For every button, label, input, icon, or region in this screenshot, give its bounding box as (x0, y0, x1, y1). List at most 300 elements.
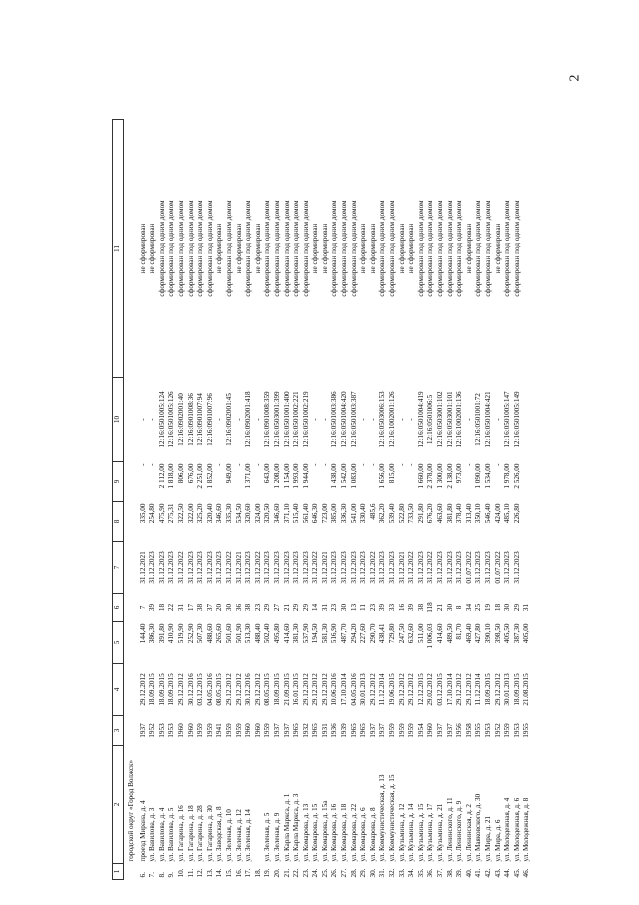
table-cell: 21.09.2015 (282, 673, 291, 706)
table-cell: 31.12.2023 (378, 551, 387, 584)
table-cell: сформирован под одним домом (455, 200, 464, 297)
table-cell: 12:16:0901008:36 (186, 393, 195, 446)
table-cell: 18.09.2015 (148, 673, 157, 706)
table-cell: 12:16:0501001:72 (474, 393, 483, 446)
table-cell: не сформирован (359, 223, 368, 274)
table-cell: сформирован под одним домом (512, 200, 521, 297)
table-cell: 31.12.2023 (263, 551, 272, 584)
table-cell: 30. (368, 868, 377, 878)
table-cell: 17.10.2014 (340, 673, 349, 706)
table-row (369, 120, 379, 880)
table-cell: 2 138,00 (445, 463, 454, 489)
table-row (407, 120, 417, 880)
table-cell: ул. Молодежная, д. 8 (522, 797, 531, 862)
table-cell: 495,80 (272, 623, 281, 644)
table-cell: сформирован под одним домом (445, 200, 454, 297)
table-row (292, 120, 302, 880)
table-row (426, 120, 436, 880)
table-cell: 23. (301, 868, 310, 878)
table-cell: 1960 (176, 723, 185, 738)
table-cell: 31.12.2023 (388, 551, 397, 584)
table-cell: 539,40 (388, 503, 397, 524)
table-cell: 1937 (445, 723, 454, 738)
table-cell: 30 (503, 603, 512, 612)
table-cell: 516,90 (330, 623, 339, 644)
table-cell: 01.07.2022 (464, 551, 473, 584)
table-cell: ул. Кузьмина, д. 15 (416, 803, 425, 862)
table-cell: - (311, 463, 320, 466)
table-cell: - (493, 463, 502, 466)
table-cell: 676,20 (426, 503, 435, 524)
table-cell: - (320, 418, 329, 421)
table-cell: 1959 (205, 723, 214, 738)
table-cell: 12:16:0902001:418 (244, 391, 253, 448)
table-cell: 387,30 (512, 623, 521, 644)
table-cell: 40. (464, 868, 473, 878)
table-cell: 25 (474, 603, 483, 612)
table-cell: 18 (157, 603, 166, 612)
table-cell: 10.06.2016 (330, 673, 339, 706)
table-cell: не сформирован (397, 223, 406, 274)
table-cell: ул. Гагарина, д. 16 (176, 805, 185, 862)
table-cell: - (311, 418, 320, 421)
table-cell: 949,00 (224, 463, 233, 484)
table-cell: 291,80 (416, 503, 425, 524)
column-header-8: 8 (113, 502, 124, 542)
table-cell: 1932 (301, 723, 310, 738)
table-cell: 21. (282, 868, 291, 878)
table-cell: 252,90 (186, 623, 195, 644)
table-cell: ул. Кузьмина, д. 17 (426, 803, 435, 862)
table-row (465, 120, 475, 880)
table-row (283, 120, 293, 880)
table-cell: ул. Заводская, д. 8 (215, 806, 224, 862)
table-cell: 12:16:0501004:419 (416, 391, 425, 448)
column-header-5: 5 (113, 622, 124, 664)
table-cell: 12:16:0501005:124 (157, 391, 166, 448)
table-cell: 320,60 (244, 503, 253, 524)
table-cell: 38. (445, 868, 454, 878)
table-cell: 1936 (330, 723, 339, 738)
table-cell: 29. (359, 868, 368, 878)
table-cell: 16 (397, 603, 406, 612)
table-cell: 12:16:0503006:153 (378, 391, 387, 448)
table-cell: 31.12.2023 (512, 551, 521, 584)
table-cell: 31.12.2023 (148, 551, 157, 584)
table-cell: 1 300,00 (436, 463, 444, 489)
table-cell: 31.12.2022 (224, 551, 233, 584)
table-cell: - (464, 418, 473, 421)
table-cell: 12:16:0501006:5 (426, 394, 435, 445)
table-cell: сформирован под одним домом (340, 200, 349, 297)
table-cell: 13. (205, 868, 214, 878)
header-row (113, 120, 124, 880)
table-cell: 31.12.2023 (167, 551, 176, 584)
table-cell: 8. (157, 872, 166, 878)
table-cell: 254,80 (148, 503, 157, 524)
table-cell: 815,00 (388, 463, 397, 484)
table-cell: 30.01.2013 (359, 673, 368, 706)
table-cell: 1959 (196, 723, 205, 738)
table-cell: 346,60 (215, 503, 224, 524)
table-cell: 39 (407, 603, 416, 612)
table-cell: ул. Комарова, д. 6 (359, 807, 368, 862)
table-cell: 275,31 (167, 503, 176, 524)
table-cell: 31.12.2023 (330, 551, 339, 584)
table-cell: 1931 (320, 723, 329, 738)
table-cell: ул. Комарова, д. 22 (349, 803, 358, 862)
table-cell: 03.12.2015 (436, 673, 444, 706)
table-cell: 29 (301, 603, 310, 612)
table-cell: 36. (426, 868, 435, 878)
table-cell: 515,40 (292, 503, 301, 524)
table-cell: 1941 (215, 723, 224, 738)
table-cell: ул. Зеленая, д. 14 (244, 809, 253, 862)
table-cell: 14 (311, 603, 320, 612)
table-row (513, 120, 523, 880)
table-row (254, 120, 264, 880)
table-cell: не сформирован (215, 223, 224, 274)
table-cell: 1953 (167, 723, 176, 738)
table-cell: 346,60 (272, 503, 281, 524)
table-cell: сформирован под одним домом (436, 200, 444, 297)
table-cell: 39. (455, 868, 464, 878)
column-header-9: 9 (113, 462, 124, 502)
table-cell: 12:16:1002001:126 (388, 391, 397, 448)
table-cell: 41. (474, 868, 483, 878)
table-cell: сформирован под одним домом (301, 200, 310, 297)
table-cell: 1 090,00 (474, 463, 483, 489)
table-cell: 31.12.2022 (426, 551, 435, 584)
table-cell: 501,90 (234, 623, 243, 644)
table-cell: 43. (493, 868, 502, 878)
table-cell: ул. Мира, д. 6 (493, 819, 502, 862)
table-cell: 1965 (311, 723, 320, 738)
table-cell: 31.12.2023 (157, 551, 166, 584)
table-cell: сформирован под одним домом (263, 200, 272, 297)
table-cell: 561,40 (301, 503, 310, 524)
table-cell: 1952 (493, 723, 502, 738)
table-cell: 30.12.2016 (186, 673, 195, 706)
table-cell: 37 (205, 603, 214, 612)
table-cell: не сформирован (311, 223, 320, 274)
table-cell: 30.12.2016 (244, 673, 253, 706)
table-cell: 414,60 (436, 623, 444, 644)
table-cell: сформирован под одним домом (474, 200, 483, 297)
table-cell: 8 (455, 605, 464, 610)
table-cell: 1937 (436, 723, 444, 738)
table-cell: 22. (292, 868, 301, 878)
table-cell: 31.12.2023 (359, 551, 368, 584)
table-cell: 18. (253, 868, 262, 878)
table-cell: 33 (388, 603, 397, 612)
table-cell: - (215, 463, 224, 466)
page-number: 2 (567, 74, 583, 82)
table-cell: 21 (436, 603, 444, 612)
table-cell: 534,50 (234, 503, 243, 524)
table-cell: 729,80 (388, 623, 397, 644)
table-cell: 29.12.2012 (320, 673, 329, 706)
table-cell: 1965 (359, 723, 368, 738)
table-cell: 03.12.2015 (196, 673, 205, 706)
table-cell: 405,50 (503, 623, 512, 644)
table-cell: ул. Мира, д. 21 (483, 815, 492, 862)
table-row (139, 120, 149, 880)
table-cell: 2 526,00 (512, 463, 521, 489)
table-cell: 12. (196, 868, 205, 878)
table-cell: 31.12.2023 (196, 551, 205, 584)
table-cell: 7 (138, 605, 147, 610)
table-cell: 487,70 (340, 623, 349, 644)
table-cell: 1965 (292, 723, 301, 738)
table-cell: сформирован под одним домом (167, 200, 176, 297)
table-cell: 16.01.2015 (292, 673, 301, 706)
table-cell: ул. Ленинская, д. 2 (464, 803, 473, 862)
table-cell: 29.12.2012 (464, 673, 473, 706)
table-cell: 733,50 (407, 503, 416, 524)
table-cell: ул. Кузьмина, д. 21 (436, 803, 444, 862)
table-cell: - (234, 463, 243, 466)
table-cell: 34. (407, 868, 416, 878)
table-cell: 485,10 (503, 503, 512, 524)
table-cell: 381,30 (292, 623, 301, 644)
table-row (215, 120, 225, 880)
table-cell: 502,40 (263, 623, 272, 644)
table-cell: - (138, 463, 147, 466)
table-cell: 1937 (378, 723, 387, 738)
table-cell: 1 083,00 (349, 463, 358, 489)
table-cell: ул. Зеленая, д. 5 (263, 812, 272, 862)
table-cell: 08.05.2015 (263, 673, 272, 706)
table-cell: 39 (378, 603, 387, 612)
table-cell: не сформирован (368, 223, 377, 274)
table-cell: 31.12.2021 (397, 551, 406, 584)
table-cell: 322,00 (186, 503, 195, 524)
table-cell: 29.12.2012 (234, 673, 243, 706)
table-cell: 489,50 (445, 623, 454, 644)
table-cell: сформирован под одним домом (378, 200, 387, 297)
table-cell: 513,30 (244, 623, 253, 644)
table-cell (254, 746, 264, 864)
table-cell: 1 154,00 (282, 463, 291, 489)
table-body (124, 120, 532, 880)
table-cell: - (148, 418, 157, 421)
table-cell: 320,50 (263, 503, 272, 524)
housing-register-sheet (112, 120, 582, 880)
table-cell: 29.12.2012 (493, 673, 502, 706)
table-cell: 12:16:0901007:94 (196, 393, 205, 446)
table-cell: 1959 (503, 723, 512, 738)
table-cell: 723,00 (320, 503, 329, 524)
table-row (455, 120, 465, 880)
table-row (263, 120, 273, 880)
table-cell: 313,40 (464, 503, 473, 524)
table-cell: ул. Коммунистическая, д. 13 (378, 774, 387, 862)
table-cell: ул. Ленинского, д. 9 (455, 800, 464, 862)
table-cell: 31.12.2023 (474, 551, 483, 584)
table-cell: - (397, 418, 406, 421)
table-cell: не сформирован (234, 223, 243, 274)
table-cell: сформирован под одним домом (292, 200, 301, 297)
table-cell: 144,40 (138, 623, 147, 644)
table-cell: 31.12.2023 (215, 551, 224, 584)
table-cell: 2 378,00 (426, 463, 435, 489)
table-cell: 581,30 (320, 623, 329, 644)
table-cell: 22 (167, 603, 176, 612)
table-cell: 1959 (224, 723, 233, 738)
table-row (330, 120, 340, 880)
table-cell: 19. (263, 868, 272, 878)
table-row (503, 120, 513, 880)
table-cell: сформирован под одним домом (282, 200, 291, 297)
table-cell: 676,00 (186, 463, 195, 484)
table-row (311, 120, 321, 880)
table-cell: 12:16:0902001:45 (224, 393, 233, 446)
table-cell: 469,40 (464, 623, 473, 644)
table-cell: - (148, 463, 157, 466)
table-cell: 1959 (397, 723, 406, 738)
table-cell: 31.12.2023 (349, 551, 358, 584)
table-cell: 11.12.2014 (378, 673, 387, 706)
table-cell: 546,40 (483, 503, 492, 524)
table-cell: 42. (483, 868, 492, 878)
table-cell: 385,00 (330, 503, 339, 524)
table-cell: 362,20 (378, 503, 387, 524)
table-row (522, 120, 532, 880)
table-cell (522, 502, 532, 542)
table-cell: 12:16:0501003:387 (349, 391, 358, 448)
table-cell: 13 (349, 603, 358, 612)
table-cell: сформирован под одним домом (349, 200, 358, 297)
table-cell: 21.08.2015 (522, 673, 531, 706)
table-cell: 390,10 (483, 623, 492, 644)
table-cell: 31. (378, 868, 387, 878)
table-cell: 438,41 (378, 623, 387, 644)
table-cell: 30 (224, 603, 233, 612)
table-cell: 17 (186, 603, 195, 612)
table-cell: 324,00 (253, 503, 262, 524)
table-cell: 31.12.2023 (436, 551, 444, 584)
table-cell: 1 818,00 (167, 463, 176, 489)
table-cell: ул. Ленинского, д. 11 (445, 797, 454, 862)
table-row (321, 120, 331, 880)
table-cell: 410,90 (167, 623, 176, 644)
table-cell: 29 (512, 603, 521, 612)
table-cell: не сформирован (148, 223, 157, 274)
table-cell: 31.12.2023 (483, 551, 492, 584)
table-cell: 30.01.2013 (503, 673, 512, 706)
table-cell: 386,30 (148, 623, 157, 644)
column-header-6: 6 (113, 594, 124, 622)
table-cell: 519,90 (176, 623, 185, 644)
table-row (235, 120, 245, 880)
table-cell: - (493, 418, 502, 421)
table-row (398, 120, 408, 880)
table-cell: 398,50 (493, 623, 502, 644)
table-row (484, 120, 494, 880)
table-cell: 12:16:0501005:149 (512, 391, 521, 448)
table-cell: 1 534,00 (483, 463, 492, 489)
table-header (113, 120, 124, 880)
table-cell: 12:16:0902001:40 (176, 393, 185, 446)
table-cell: 1959 (407, 723, 416, 738)
table-cell: - (368, 418, 377, 421)
table-cell: 31.12.2023 (186, 551, 195, 584)
table-cell: 17. (244, 868, 253, 878)
table-cell: ул. Комарова, д. 13 (301, 803, 310, 862)
column-header-10: 10 (113, 378, 124, 462)
table-cell: 11.12.2014 (474, 673, 483, 706)
table-cell: 31.12.2021 (138, 551, 147, 584)
table-cell: ул. Комарова, д. 15а (320, 800, 329, 862)
table-cell: сформирован под одним домом (483, 200, 492, 297)
table-cell: 463,60 (436, 503, 444, 524)
table-cell: 29 (292, 603, 301, 612)
table-cell: 537,90 (301, 623, 310, 644)
column-header-3: 3 (113, 716, 124, 746)
table-cell: 320,40 (205, 503, 214, 524)
table-cell: 427,80 (474, 623, 483, 644)
table-cell: ул. Комарова, д. 15 (311, 803, 320, 862)
table-cell: ул. Вавилова, д. 3 (148, 807, 157, 862)
table-cell: не сформирован (464, 223, 473, 274)
table-cell: 29 (263, 603, 272, 612)
table-cell: 1937 (138, 723, 147, 738)
table-cell: ул. Маяковского, д. 30 (474, 793, 483, 862)
column-header-11: 11 (113, 120, 124, 378)
table-cell: - (407, 418, 416, 421)
table-cell: ул. Вавилова, д. 4 (157, 807, 166, 862)
table-cell: 1 438,00 (330, 463, 339, 489)
table-cell: сформирован под одним домом (157, 200, 166, 297)
table-cell: не сформирован (320, 223, 329, 274)
table-cell: 33. (397, 868, 406, 878)
table-cell: 350,10 (474, 503, 483, 524)
table-cell: 34 (464, 603, 473, 612)
table-cell: 31.12.2023 (292, 551, 301, 584)
table-cell: 1953 (512, 723, 521, 738)
table-cell: 1960 (426, 723, 435, 738)
table-cell: ул. Молодежная, д. 6 (512, 797, 521, 862)
table-cell: 1959 (263, 723, 272, 738)
table-cell: 1 006,03 (426, 623, 435, 649)
table-cell: 17.10.2014 (445, 673, 454, 706)
table-cell: 29.12.2012 (397, 673, 406, 706)
table-cell (522, 378, 532, 462)
column-header-7: 7 (113, 542, 124, 594)
table-cell: не сформирован (493, 223, 502, 274)
table-cell: 335,00 (138, 503, 147, 524)
table-cell: 29.12.2012 (455, 673, 464, 706)
table-cell: 18.09.2015 (167, 673, 176, 706)
table-cell: сформирован под одним домом (244, 200, 253, 297)
table-cell: 973,00 (455, 463, 464, 484)
table-cell: 29.12.2012 (407, 673, 416, 706)
table-cell: 38 (196, 603, 205, 612)
table-cell: 31.12.2023 (455, 551, 464, 584)
table-cell: 1960 (244, 723, 253, 738)
table-cell: ул. Кузьмина, д. 14 (407, 803, 416, 862)
table-cell: ул. Комарова, д. 8 (368, 807, 377, 862)
table-cell: 31 (176, 603, 185, 612)
table-cell: ул. Зеленая, д. 10 (224, 809, 233, 862)
table-row (167, 120, 177, 880)
table-cell: 1 852,00 (205, 463, 214, 489)
table-cell: 16. (234, 868, 243, 878)
table-cell: 632,60 (407, 623, 416, 644)
table-cell: - (234, 418, 243, 421)
table-cell: 24. (311, 868, 320, 878)
